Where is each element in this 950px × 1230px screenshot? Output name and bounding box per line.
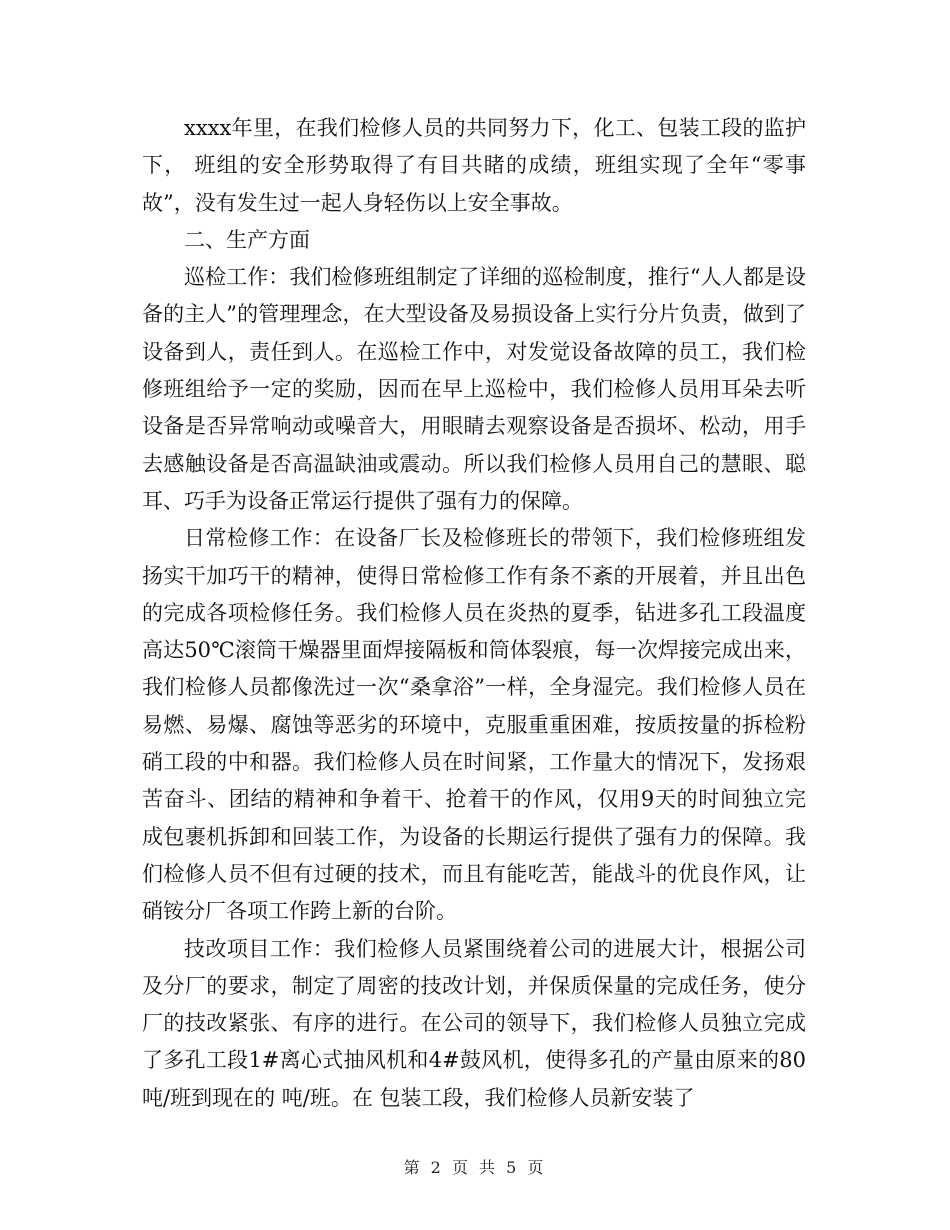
section-heading-production: 二、生产方面 [184, 227, 310, 252]
paragraph-technical-projects: 技改项目工作：我们检修人员紧围绕着公司的进展大计，根据公司及分厂的要求，制定了周密的技改计划，并保质保量的完成任务，使分厂的技改紧张、有序的进行。在公司的领导下，我们检修人员独立完成了多孔工段1#离心式抽风机和4#鼓风机，使得多孔的产量由原来的80吨/班到现在的 吨/班。在 包装工段，我们检修人员新安装了 [142, 936, 806, 1110]
paragraph-daily-maintenance: 日常检修工作：在设备厂长及检修班长的带领下，我们检修班组发扬实干加巧干的精神，使得日常检修工作有条不紊的开展着，并且出色的完成各项检修任务。我们检修人员在炎热的夏季，钻进多孔工段温度高达50℃滚筒干燥器里面焊接隔板和筒体裂痕，每一次焊接完成出来，我们检修人员都像洗过一次“桑拿浴”一样，全身湿完。我们检修人员在易燃、易爆、腐蚀等恶劣的环境中，克服重重困难，按质按量的拆检粉硝工段的中和器。我们检修人员在时间紧，工作量大的情况下，发扬艰苦奋斗、团结的精神和争着干、抢着干的作风，仅用9天的时间独立完成包裹机拆卸和回装工作，为设备的长期运行提供了强有力的保障。我们检修人员不但有过硬的技术，而且有能吃苦，能战斗的优良作风，让硝铵分厂各项工作跨上新的台阶。 [142, 526, 806, 924]
paragraph-inspection-work: 巡检工作：我们检修班组制定了详细的巡检制度，推行“人人都是设备的主人”的管理理念，在大型设备及易损设备上实行分片负责，做到了设备到人，责任到人。在巡检工作中，对发觉设备故障的员工，我们检修班组给予一定的奖励，因而在早上巡检中，我们检修人员用耳朵去听设备是否异常响动或噪音大，用眼睛去观察设备是否损坏、松动，用手去感触设备是否高温缺油或震动。所以我们检修人员用自己的慧眼、聪耳、巧手为设备正常运行提供了强有力的保障。 [142, 265, 806, 513]
document-body [142, 110, 806, 1117]
page-number-footer: 第 2 页 共 5 页 [403, 1158, 547, 1177]
paragraph-safety-summary: xxxx年里，在我们检修人员的共同努力下，化工、包装工段的监护下， 班组的安全形势取得了有目共睹的成绩，班组实现了全年“零事故”，没有发生过一起人身轻伤以上安全事故。 [142, 116, 806, 215]
